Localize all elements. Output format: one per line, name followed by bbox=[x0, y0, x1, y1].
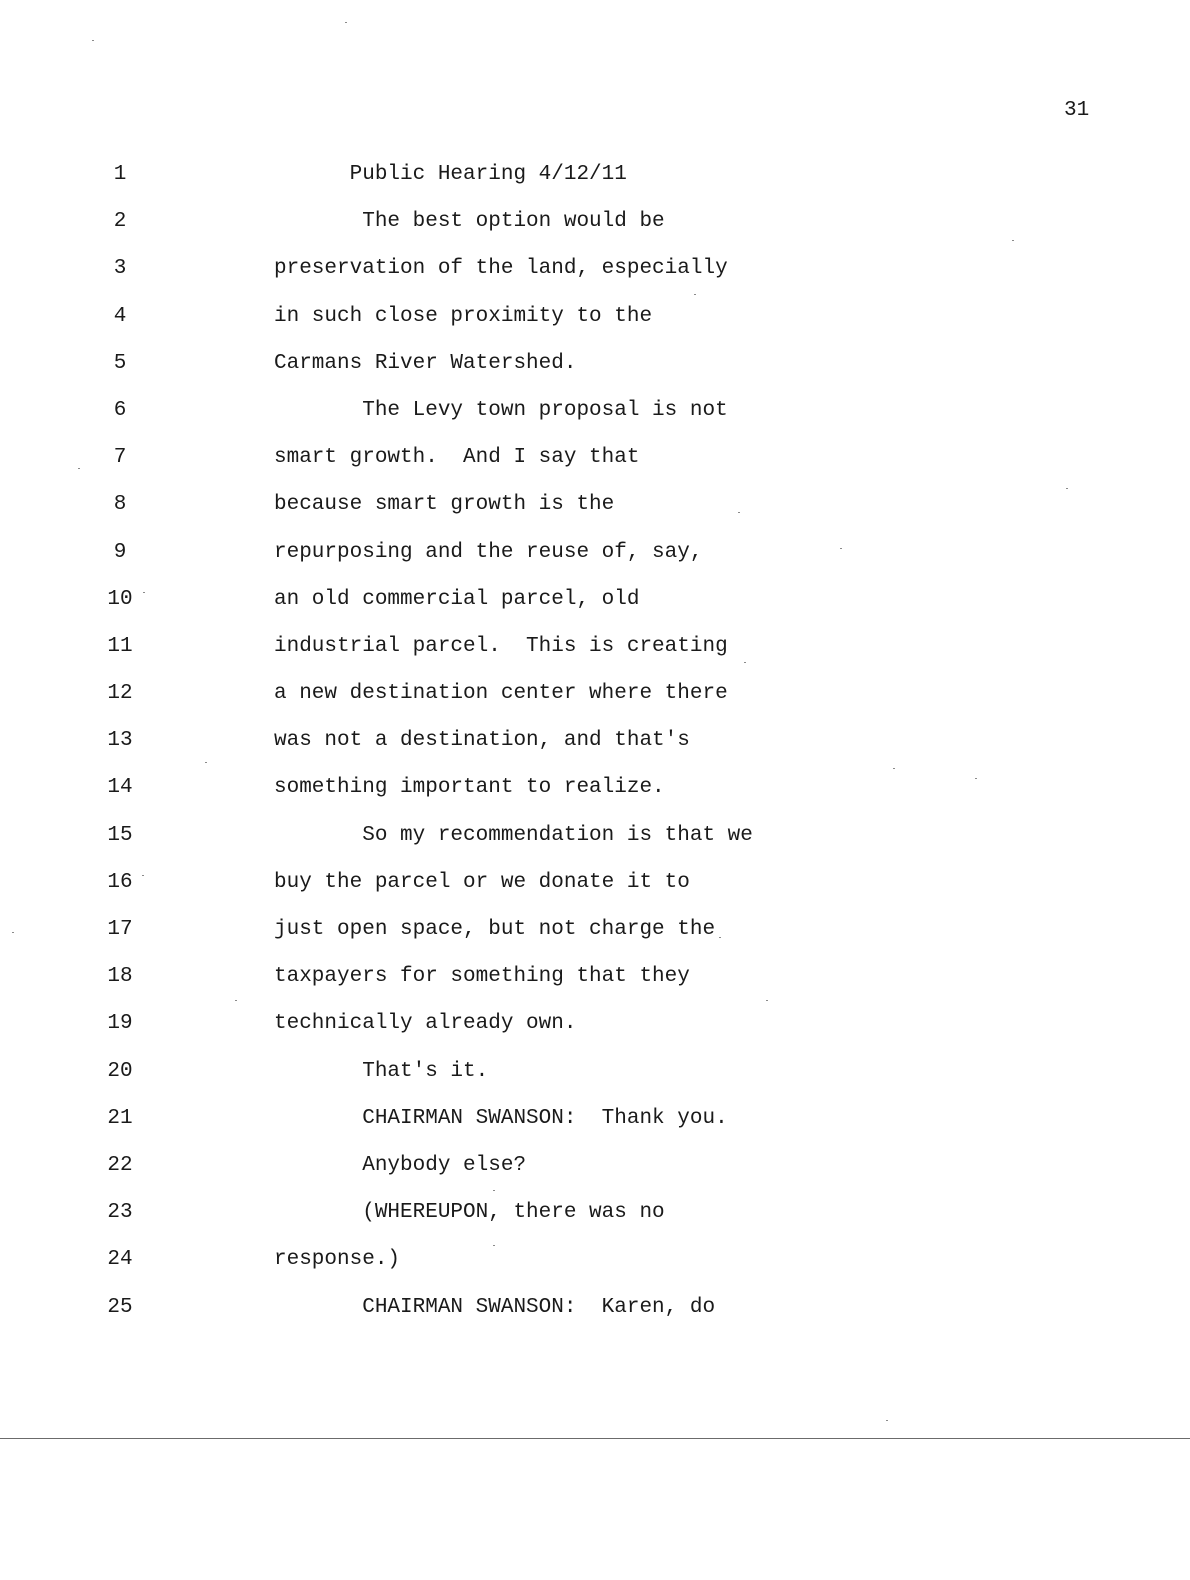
transcript-line bbox=[0, 209, 1190, 256]
line-number: 22 bbox=[107, 1153, 133, 1177]
transcript-line bbox=[0, 681, 1190, 728]
line-text: in such close proximity to the bbox=[274, 304, 653, 328]
line-number: 23 bbox=[107, 1201, 133, 1225]
scan-speck bbox=[1066, 488, 1068, 489]
line-text: CHAIRMAN SWANSON: Karen, do bbox=[274, 1295, 716, 1319]
line-number: 20 bbox=[107, 1059, 133, 1083]
scan-speck bbox=[205, 762, 207, 763]
line-number: 25 bbox=[107, 1295, 133, 1319]
transcript-line bbox=[0, 775, 1190, 822]
page-number: 31 bbox=[1064, 99, 1090, 122]
line-text: an old commercial parcel, old bbox=[274, 587, 640, 611]
line-text: something important to realize. bbox=[274, 776, 665, 800]
transcript-line bbox=[0, 870, 1190, 917]
scan-speck bbox=[1012, 240, 1014, 241]
scan-speck bbox=[738, 512, 740, 513]
scan-speck bbox=[143, 592, 145, 593]
transcript-line bbox=[0, 1200, 1190, 1247]
scan-speck bbox=[12, 932, 14, 933]
transcript-line bbox=[0, 964, 1190, 1011]
line-number: 9 bbox=[113, 540, 127, 564]
transcript-line bbox=[0, 1153, 1190, 1200]
transcript-body bbox=[0, 162, 1190, 1342]
line-text: preservation of the land, especially bbox=[274, 257, 728, 281]
transcript-line bbox=[0, 634, 1190, 681]
transcript-line bbox=[0, 1059, 1190, 1106]
line-number: 7 bbox=[113, 446, 127, 470]
line-text: just open space, but not charge the bbox=[274, 918, 716, 941]
scan-speck bbox=[886, 1420, 888, 1421]
line-number: 5 bbox=[113, 351, 127, 375]
line-text: CHAIRMAN SWANSON: Thank you. bbox=[274, 1106, 728, 1130]
scan-speck bbox=[766, 1000, 768, 1001]
line-text: industrial parcel. This is creating bbox=[274, 634, 728, 658]
line-text: The Levy town proposal is not bbox=[274, 398, 728, 422]
scan-speck bbox=[694, 294, 696, 295]
line-text: response.) bbox=[274, 1248, 401, 1272]
line-number: 8 bbox=[113, 493, 127, 517]
scan-speck bbox=[893, 768, 895, 769]
scan-speck bbox=[235, 1000, 237, 1001]
scan-speck bbox=[744, 662, 746, 663]
line-number: 12 bbox=[107, 682, 133, 706]
line-text: buy the parcel or we donate it to bbox=[274, 870, 690, 894]
transcript-line bbox=[0, 1011, 1190, 1058]
transcript-line bbox=[0, 162, 1190, 209]
line-text: Anybody else? bbox=[274, 1153, 527, 1177]
line-number: 1 bbox=[113, 163, 127, 186]
line-number: 10 bbox=[107, 587, 133, 611]
scan-speck bbox=[493, 1245, 495, 1246]
transcript-line bbox=[0, 398, 1190, 445]
scan-speck bbox=[345, 22, 347, 23]
scan-speck bbox=[142, 875, 144, 876]
line-number: 17 bbox=[107, 918, 133, 941]
line-text: The best option would be bbox=[274, 210, 665, 234]
transcript-line bbox=[0, 1106, 1190, 1153]
line-number: 13 bbox=[107, 729, 133, 753]
line-text: repurposing and the reuse of, say, bbox=[274, 540, 703, 564]
line-number: 6 bbox=[113, 398, 127, 422]
transcript-line bbox=[0, 304, 1190, 351]
transcript-line bbox=[0, 492, 1190, 539]
scan-speck bbox=[493, 1190, 495, 1191]
line-text: (WHEREUPON, there was no bbox=[274, 1201, 665, 1225]
line-text: technically already own. bbox=[274, 1012, 577, 1036]
scan-speck bbox=[719, 937, 721, 938]
line-text: a new destination center where there bbox=[274, 682, 728, 706]
transcript-line bbox=[0, 445, 1190, 492]
transcript-line bbox=[0, 1247, 1190, 1294]
transcript-line bbox=[0, 728, 1190, 775]
line-number: 2 bbox=[113, 210, 127, 234]
line-number: 4 bbox=[113, 304, 127, 328]
line-number: 24 bbox=[107, 1248, 133, 1272]
line-number: 14 bbox=[107, 776, 133, 800]
transcript-line bbox=[0, 351, 1190, 398]
scan-speck bbox=[840, 548, 842, 549]
transcript-line bbox=[0, 917, 1190, 964]
line-text: was not a destination, and that's bbox=[274, 729, 690, 753]
line-number: 11 bbox=[107, 634, 133, 658]
transcript-line bbox=[0, 1295, 1190, 1342]
transcript-line bbox=[0, 823, 1190, 870]
line-text: That's it. bbox=[274, 1059, 489, 1083]
transcript-line bbox=[0, 256, 1190, 303]
line-number: 18 bbox=[107, 965, 133, 989]
line-number: 19 bbox=[107, 1012, 133, 1036]
transcript-line bbox=[0, 587, 1190, 634]
line-number: 15 bbox=[107, 823, 133, 847]
bottom-rule bbox=[0, 1438, 1190, 1439]
line-number: 16 bbox=[107, 870, 133, 894]
line-text: Carmans River Watershed. bbox=[274, 351, 577, 375]
line-number: 3 bbox=[113, 257, 127, 281]
line-text: smart growth. And I say that bbox=[274, 446, 640, 470]
scan-speck bbox=[78, 468, 80, 469]
line-text: Public Hearing 4/12/11 bbox=[274, 163, 627, 186]
transcript-line bbox=[0, 540, 1190, 587]
line-number: 21 bbox=[107, 1106, 133, 1130]
scan-speck bbox=[92, 40, 94, 41]
scan-speck bbox=[975, 778, 977, 779]
line-text: taxpayers for something that they bbox=[274, 965, 690, 989]
line-text: because smart growth is the bbox=[274, 493, 615, 517]
line-text: So my recommendation is that we bbox=[274, 823, 753, 847]
